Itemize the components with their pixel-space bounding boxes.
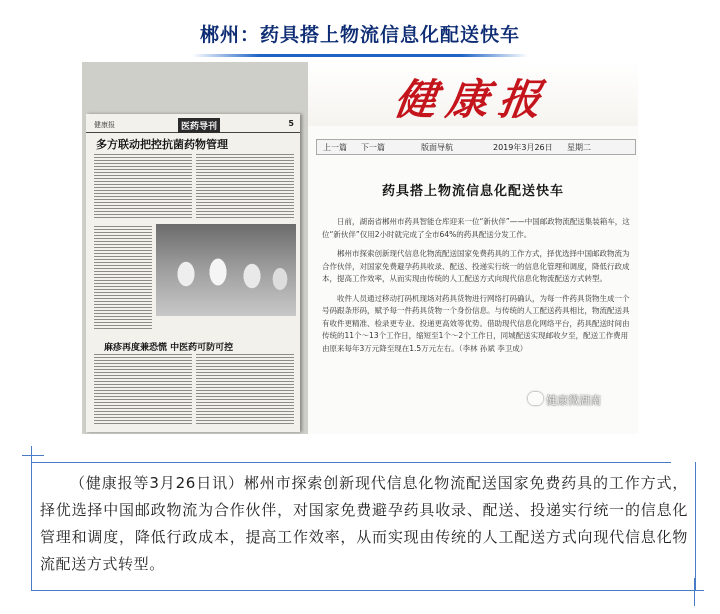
nav-prev-link[interactable]: 上一篇 — [323, 143, 347, 152]
nav-weekday: 星期二 — [567, 143, 591, 152]
page-headline: 郴州：药具搭上物流信息化配送快车 — [192, 14, 528, 57]
nav-next-link[interactable]: 下一篇 — [361, 143, 385, 152]
newspaper-left-page — [86, 114, 300, 432]
left-page-text-block — [94, 226, 152, 330]
corner-mark-bottom-right — [694, 578, 695, 606]
left-page-section: 医药导刊 — [178, 118, 220, 133]
left-page-sub-title: 麻疹再度兼恐慌 中医药可防可控 — [104, 343, 234, 353]
article-title: 药具搭上物流信息化配送快车 — [381, 184, 564, 199]
left-page-text-block — [196, 154, 294, 218]
left-page-photo — [156, 224, 296, 316]
left-page-text-block — [196, 354, 294, 426]
nav-date: 2019年3月26日 — [493, 143, 553, 152]
corner-mark-top-left — [31, 446, 32, 468]
nav-page-nav[interactable]: 版面导航 — [421, 143, 453, 152]
left-page-text-block — [94, 154, 192, 218]
left-page-masthead: 健康报 — [94, 121, 115, 129]
left-page-main-title: 多方联动把控抗菌药物管理 — [96, 138, 228, 151]
article-paragraph: 收件人员通过移动打码机现场对药具货物进行网络打码确认，为每一件药具货物生成一个号码跟条形码，赋予每一件药具货物一个身份信息。与传统的人工配送药具相比，物流配送具有收件更精准、检录更专业、投递更高效等优势。借助现代信息化网络平台，药具配送时间由传统的11个～13个工作日，缩短至1个～2个工作日，同城配送实现邮收夕至，配送工作费用由原来每年3万元降至现在1.5万元左右。（李林 孙斌 李卫成） — [322, 293, 630, 353]
watermark-text: 健康微湖南 — [546, 394, 601, 407]
left-page-number: 5 — [288, 119, 294, 128]
corner-mark-top-left — [22, 455, 44, 456]
article-paragraph: 日前，湖南省郴州市药具智能仓库迎来一位“新伙伴”——中国邮政物流配送集装箱车，这位“新伙伴”仅用2小时就完成了全市64%的药具配送分发工作。 — [322, 217, 630, 239]
corner-mark-bottom-right — [680, 590, 704, 591]
article-paragraph: 郴州市探索创新现代信息化物流配送国家免费药具的工作方式，择优选择中国邮政物流为合作伙伴，对国家免费避孕药具收录、配送、投递实行统一的信息化管理和调度，降低行政成本，提高工作效率，从而实现由传统的人工配送方式向现代信息化物流配送方式转型。 — [322, 249, 630, 283]
wechat-icon — [528, 392, 543, 405]
headline-container — [0, 14, 720, 57]
newspaper-right-page — [308, 62, 638, 434]
newspaper-photo — [82, 62, 638, 434]
article-body — [322, 216, 634, 362]
newspaper-masthead — [308, 62, 638, 126]
caption-text: （健康报等3月26日讯）郴州市探索创新现代信息化物流配送国家免费药具的工作方式，择优选择中国邮政物流为合作伙伴，对国家免费避孕药具收录、配送、投递实行统一的信息化管理和调度，降低行政成本，提高工作效率，从而实现由传统的人工配送方式向现代信息化物流配送方式转型。 — [40, 474, 688, 573]
newspaper-nav-bar — [316, 139, 636, 155]
masthead-logo: 健康报 — [391, 75, 555, 124]
left-page-text-block — [94, 354, 192, 426]
watermark — [528, 392, 601, 408]
